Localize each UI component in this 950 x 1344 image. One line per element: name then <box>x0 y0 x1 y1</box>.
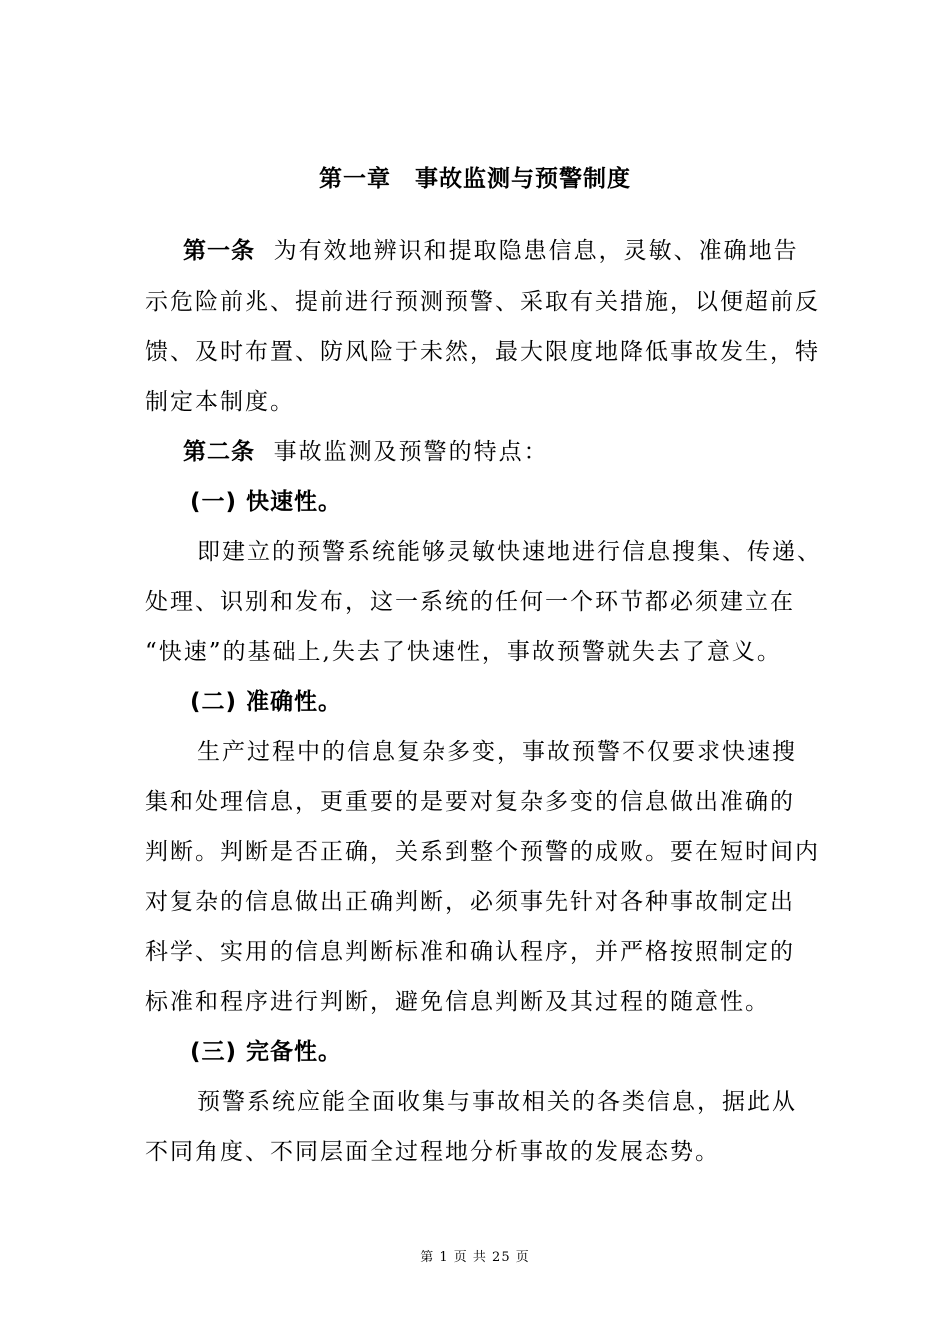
section-2-line-1: 生产过程中的信息复杂多变，事故预警不仅要求快速搜 <box>197 739 797 765</box>
section-1-heading: (一) 快速性。 <box>190 489 343 515</box>
article-1-line-4: 制定本制度。 <box>145 389 295 415</box>
article-1-line-2: 示危险前兆、提前进行预测预警、采取有关措施，以便超前反 <box>145 289 820 315</box>
section-3-line-2: 不同角度、不同层面全过程地分析事故的发展态势。 <box>145 1139 720 1165</box>
page-footer: 第 1 页 共 25 页 <box>420 1250 530 1265</box>
page-title: 第一章 事故监测与预警制度 <box>319 166 631 192</box>
article-2-line <box>183 437 863 467</box>
article-1-line-3: 馈、及时布置、防风险于未然，最大限度地降低事故发生，特 <box>145 339 820 365</box>
section-2-line-4: 对复杂的信息做出正确判断，必须事先针对各种事故制定出 <box>145 889 795 915</box>
section-1-line-3: “快速”的基础上,失去了快速性，事故预警就失去了意义。 <box>145 639 782 665</box>
section-1-line-1: 即建立的预警系统能够灵敏快速地进行信息搜集、传递、 <box>197 539 822 565</box>
article-2-label: 第二条 <box>183 439 255 465</box>
article-2-text: 事故监测及预警的特点： <box>273 439 549 465</box>
section-2-line-2: 集和处理信息，更重要的是要对复杂多变的信息做出准确的 <box>145 789 795 815</box>
section-2-line-3: 判断。判断是否正确，关系到整个预警的成败。要在短时间内 <box>145 839 820 865</box>
section-2-line-5: 科学、实用的信息判断标准和确认程序，并严格按照制定的 <box>145 939 795 965</box>
section-2-heading: (二) 准确性。 <box>190 689 343 715</box>
article-1-line-1 <box>183 236 863 266</box>
section-2-line-6: 标准和程序进行判断，避免信息判断及其过程的随意性。 <box>145 989 770 1015</box>
section-1-line-2: 处理、识别和发布，这一系统的任何一个环节都必须建立在 <box>145 589 795 615</box>
article-1-text: 为有效地辨识和提取隐患信息，灵敏、准确地告 <box>273 238 799 264</box>
section-3-heading: (三) 完备性。 <box>190 1039 343 1065</box>
section-3-line-1: 预警系统应能全面收集与事故相关的各类信息，据此从 <box>197 1089 797 1115</box>
article-1-label: 第一条 <box>183 238 255 264</box>
